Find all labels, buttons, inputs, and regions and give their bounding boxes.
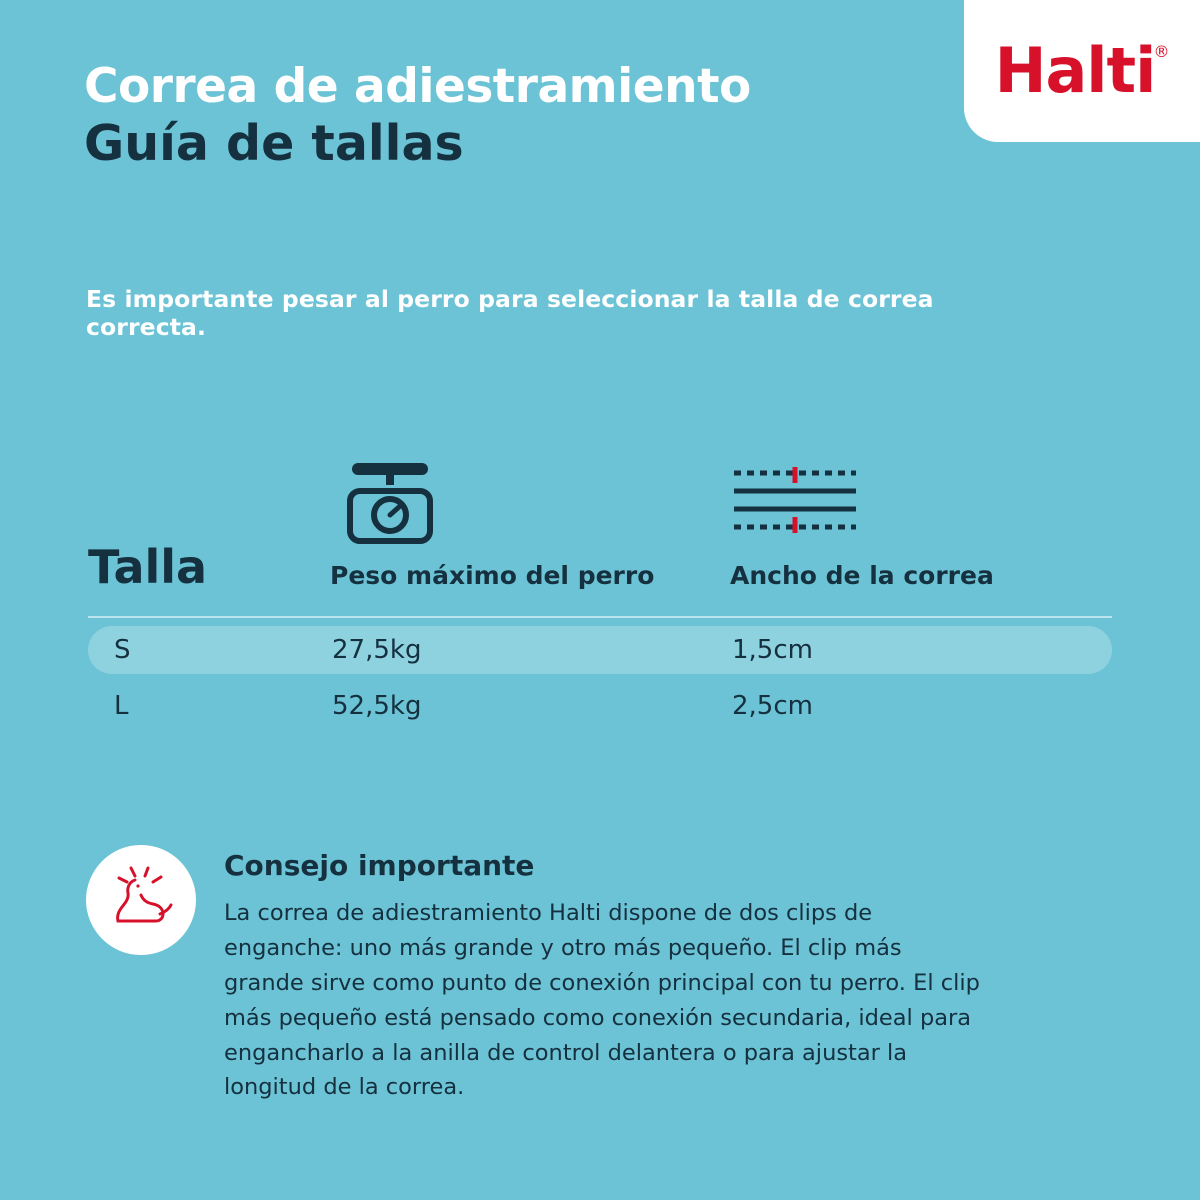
brand-logo	[994, 34, 1170, 107]
cell-weight: 27,5kg	[332, 635, 422, 665]
table-body	[88, 626, 1112, 730]
brand-badge	[964, 0, 1200, 142]
page-subtitle: Guía de tallas	[84, 114, 464, 172]
cell-width: 2,5cm	[732, 691, 813, 721]
tip-body	[224, 845, 984, 1105]
table-row	[88, 626, 1112, 674]
column-header-width-label: Ancho de la correa	[730, 561, 994, 590]
strap-width-icon	[730, 457, 1112, 549]
column-header-width	[730, 440, 1112, 590]
intro-text: Es importante pesar al perro para seleccionar la talla de correa correcta.	[86, 285, 934, 341]
column-header-weight-label: Peso máximo del perro	[330, 561, 655, 590]
column-header-size-label: Talla	[88, 540, 208, 594]
table-divider	[88, 616, 1112, 618]
tip-text: La correa de adiestramiento Halti dispone de dos clips de enganche: uno más grande y otro más pequeño. El clip más grande sirve como punto de conexión principal con tu perro. El clip más pequeño está pensado como conexión secundaria, ideal para engancharlo a la anilla de control delantera o para ajustar la longitud de la correa.	[224, 900, 980, 1101]
tip-title: Consejo importante	[224, 849, 535, 882]
cell-size: L	[114, 691, 129, 721]
size-guide-table	[88, 440, 1112, 738]
dog-sitting-icon	[105, 866, 177, 935]
cell-weight: 52,5kg	[332, 691, 422, 721]
table-row	[88, 682, 1112, 730]
scale-icon	[330, 457, 730, 549]
page-title: Correa de adiestramiento	[84, 59, 751, 114]
tip-section	[86, 845, 1106, 1105]
table-header-row	[88, 440, 1112, 594]
cell-size: S	[114, 635, 131, 665]
brand-name: Halti	[994, 34, 1156, 107]
column-header-size	[88, 440, 330, 594]
column-header-weight	[330, 440, 730, 590]
registered-mark-icon: ®	[1153, 42, 1170, 61]
tip-icon-badge	[86, 845, 196, 955]
cell-width: 1,5cm	[732, 635, 813, 665]
page-header	[84, 59, 884, 172]
